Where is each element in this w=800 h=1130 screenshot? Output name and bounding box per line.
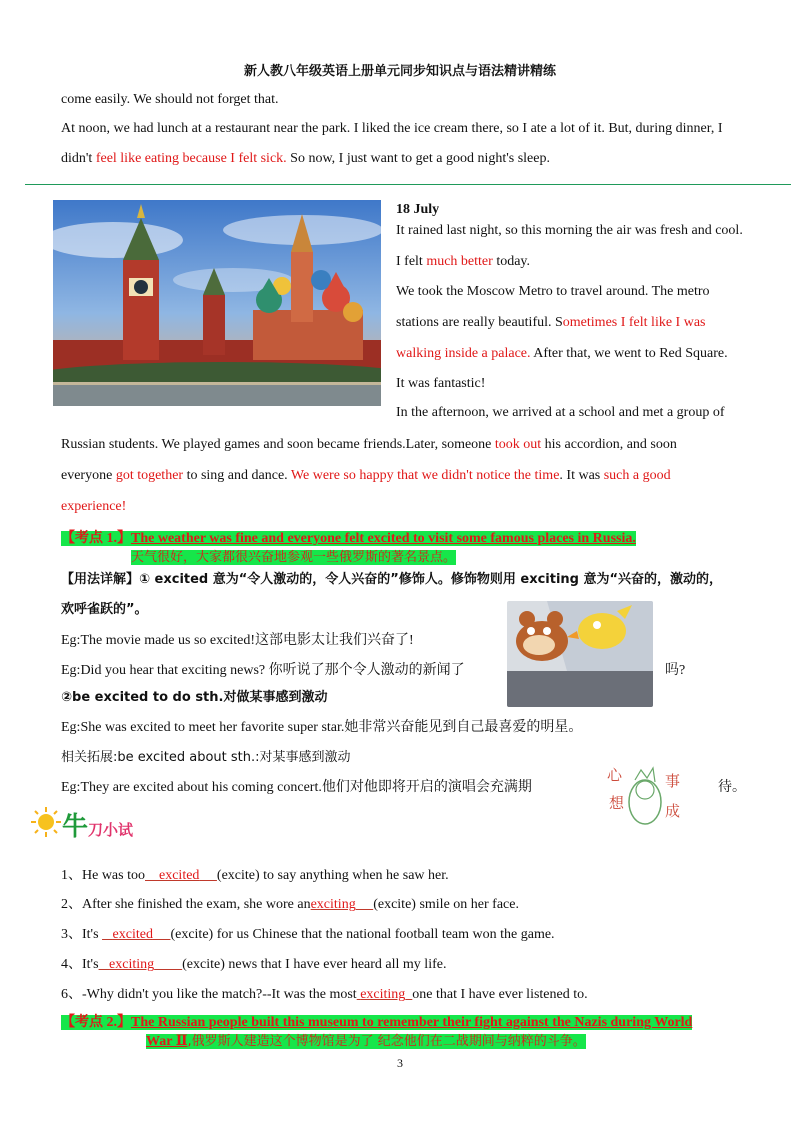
exercise-answer: excited <box>112 927 153 942</box>
point2-sentence-end: War Ⅱ <box>146 1034 188 1049</box>
exercise-text: (excite) smile on her face. <box>373 897 519 912</box>
exercise-text: He was too <box>82 868 145 883</box>
diary-red-phrase: got together <box>115 468 184 483</box>
diary-p4: It was fantastic! <box>396 376 486 391</box>
exercise-text: one that I have ever listened to. <box>412 987 588 1002</box>
point1-translation: 天气很好，大家都很兴奋地参观一些俄罗斯的著名景点。 <box>131 550 457 565</box>
trial-title-big: 牛 <box>62 812 89 842</box>
point2-translation: ,俄罗斯人建造这个博物馆是为了 纪念他们在二战期间与纳粹的斗争。 <box>187 1034 586 1049</box>
intro-line-3 <box>61 151 550 167</box>
exercise-text: (excite) for us Chinese that the national football team won the game. <box>170 927 555 942</box>
exercise-number: 3、 <box>61 927 82 942</box>
point2-label: 【考点 2.】 <box>61 1015 131 1030</box>
point1-label: 【考点 1.】 <box>61 531 131 546</box>
exercise-text: (excite) to say anything when he saw her. <box>216 868 449 883</box>
point1-translation-wrap <box>131 546 456 565</box>
intro-line-1: come easily. We should not forget that. <box>61 92 279 107</box>
exercise-text: It's <box>82 957 99 972</box>
moscow-kremlin-photo <box>53 200 381 406</box>
trial-title <box>62 806 133 843</box>
intro-red-phrase: feel like eating because I felt sick. <box>95 151 287 166</box>
diary-text: today. <box>496 254 531 269</box>
exercise-text: -Why didn't you like the match?--It was the most <box>82 987 357 1002</box>
usage-title-line1 <box>61 568 722 588</box>
point2-line2 <box>146 1030 586 1050</box>
diary-p5-line3 <box>61 468 671 484</box>
stamp-char: 心 <box>607 766 623 784</box>
trial-title-small: 刀小试 <box>88 821 134 839</box>
diary-p5-line4: experience! <box>61 499 127 514</box>
point1-sentence: The weather was fine and everyone felt excited to visit some famous places in Russia. <box>131 531 636 546</box>
exercise-answer: exciting <box>310 897 356 912</box>
xin-xiang-shi-cheng-stamp <box>603 762 685 836</box>
usage-title-text: 【用法详解】① excited 意为“令人激动的，令人兴奋的”修饰人。修饰物则用 exciting 意为“兴奋的，激动的， <box>61 572 723 587</box>
diary-text: In the afternoon, we arrived at a school and met a group of <box>396 405 725 420</box>
diary-p3-line2 <box>396 315 746 331</box>
exercise-text: (excite) news that I have ever heard all my life. <box>182 957 447 972</box>
diary-text: After that, we went to Red Square. <box>530 346 728 361</box>
exercise-item <box>61 864 449 884</box>
tom-and-jerry-cartoon <box>507 601 653 707</box>
diary-red-phrase: much better <box>426 254 493 269</box>
sun-icon <box>30 806 62 838</box>
usage-eg2: Eg:Did you hear that exciting news? 你听说了那个令人激动的新闻了 <box>61 663 465 678</box>
diary-text: his accordion, and soon <box>544 437 677 452</box>
diary-text: stations are really beautiful. S <box>396 315 563 330</box>
exercise-number: 2、 <box>61 897 82 912</box>
exercise-item <box>61 893 519 913</box>
exercise-item <box>61 923 555 943</box>
exercise-item <box>61 983 588 1003</box>
stamp-char: 事 <box>665 772 681 790</box>
exercise-text: After she finished the exam, she wore an <box>82 897 311 912</box>
diary-p5-line2 <box>61 437 746 453</box>
diary-p5-line1 <box>396 405 746 421</box>
diary-red-phrase: We were so happy that we didn't notice the time <box>290 468 560 483</box>
diary-p3-line1 <box>396 284 746 300</box>
diary-p3-line3 <box>396 346 728 362</box>
point2-line1 <box>61 1011 692 1031</box>
diary-text: We took the Moscow Metro to travel around. The metro <box>396 284 710 299</box>
usage-eg1: Eg:The movie made us so excited!这部电影太让我们兴奋了! <box>61 633 414 648</box>
page-header-title: 新人教八年级英语上册单元同步知识点与语法精讲精练 <box>243 64 556 79</box>
intro-line-2-text: At noon, we had lunch at a restaurant near the park. I liked the ice cream there, so I ate a lot of it. But, during dinner, I <box>61 121 723 136</box>
usage-eg3: Eg:She was excited to meet her favorite super star.她非常兴奋能见到自己最喜爱的明星。 <box>61 720 583 735</box>
exercise-number: 4、 <box>61 957 82 972</box>
usage-eg4-end: 待。 <box>718 780 746 795</box>
diary-red-phrase: such a good <box>603 468 671 483</box>
diary-red-phrase: walking inside a palace. <box>396 346 531 361</box>
usage-eg2-end: 吗? <box>665 663 686 678</box>
exercise-text: It's <box>82 927 103 942</box>
point1-line <box>61 527 636 547</box>
exercise-answer: exciting <box>360 987 406 1002</box>
diary-red-phrase: ometimes I felt like I was <box>562 315 706 330</box>
usage-sub2: ②be excited to do sth.对做某事感到激动 <box>61 690 328 705</box>
diary-text: I felt <box>396 254 427 269</box>
exercise-answer: excited <box>159 868 200 883</box>
diary-text: to sing and dance. <box>186 468 291 483</box>
usage-ext: 相关拓展:be excited about sth.:对某事感到激动 <box>61 750 351 765</box>
intro-text: didn't <box>61 151 96 166</box>
exercise-item <box>61 953 446 973</box>
point2-sentence: The Russian people built this museum to remember their fight against the Nazis during World <box>131 1015 693 1030</box>
diary-red-phrase: took out <box>494 437 542 452</box>
exercise-answer: exciting <box>109 957 155 972</box>
diary-p1: It rained last night, so this morning the air was fresh and cool. <box>396 223 743 238</box>
section-divider <box>25 184 791 185</box>
exercise-number: 1、 <box>61 868 82 883</box>
page-number: 3 <box>397 1056 403 1070</box>
stamp-char: 想 <box>609 794 625 812</box>
usage-title-line2: 欢呼雀跃的”。 <box>61 602 148 617</box>
diary-text: . It was <box>559 468 604 483</box>
diary-text: Russian students. We played games and soon became friends.Later, someone <box>61 437 495 452</box>
diary-p2 <box>396 254 530 270</box>
intro-line-2 <box>61 121 746 137</box>
usage-eg4: Eg:They are excited about his coming concert.他们对他即将开启的演唱会充满期 <box>61 780 532 795</box>
intro-text-end: So now, I just want to get a good night's sleep. <box>290 151 550 166</box>
diary-date: 18 July <box>396 202 440 217</box>
diary-text: everyone <box>61 468 116 483</box>
exercise-number: 6、 <box>61 987 82 1002</box>
stamp-char: 成 <box>665 802 681 820</box>
